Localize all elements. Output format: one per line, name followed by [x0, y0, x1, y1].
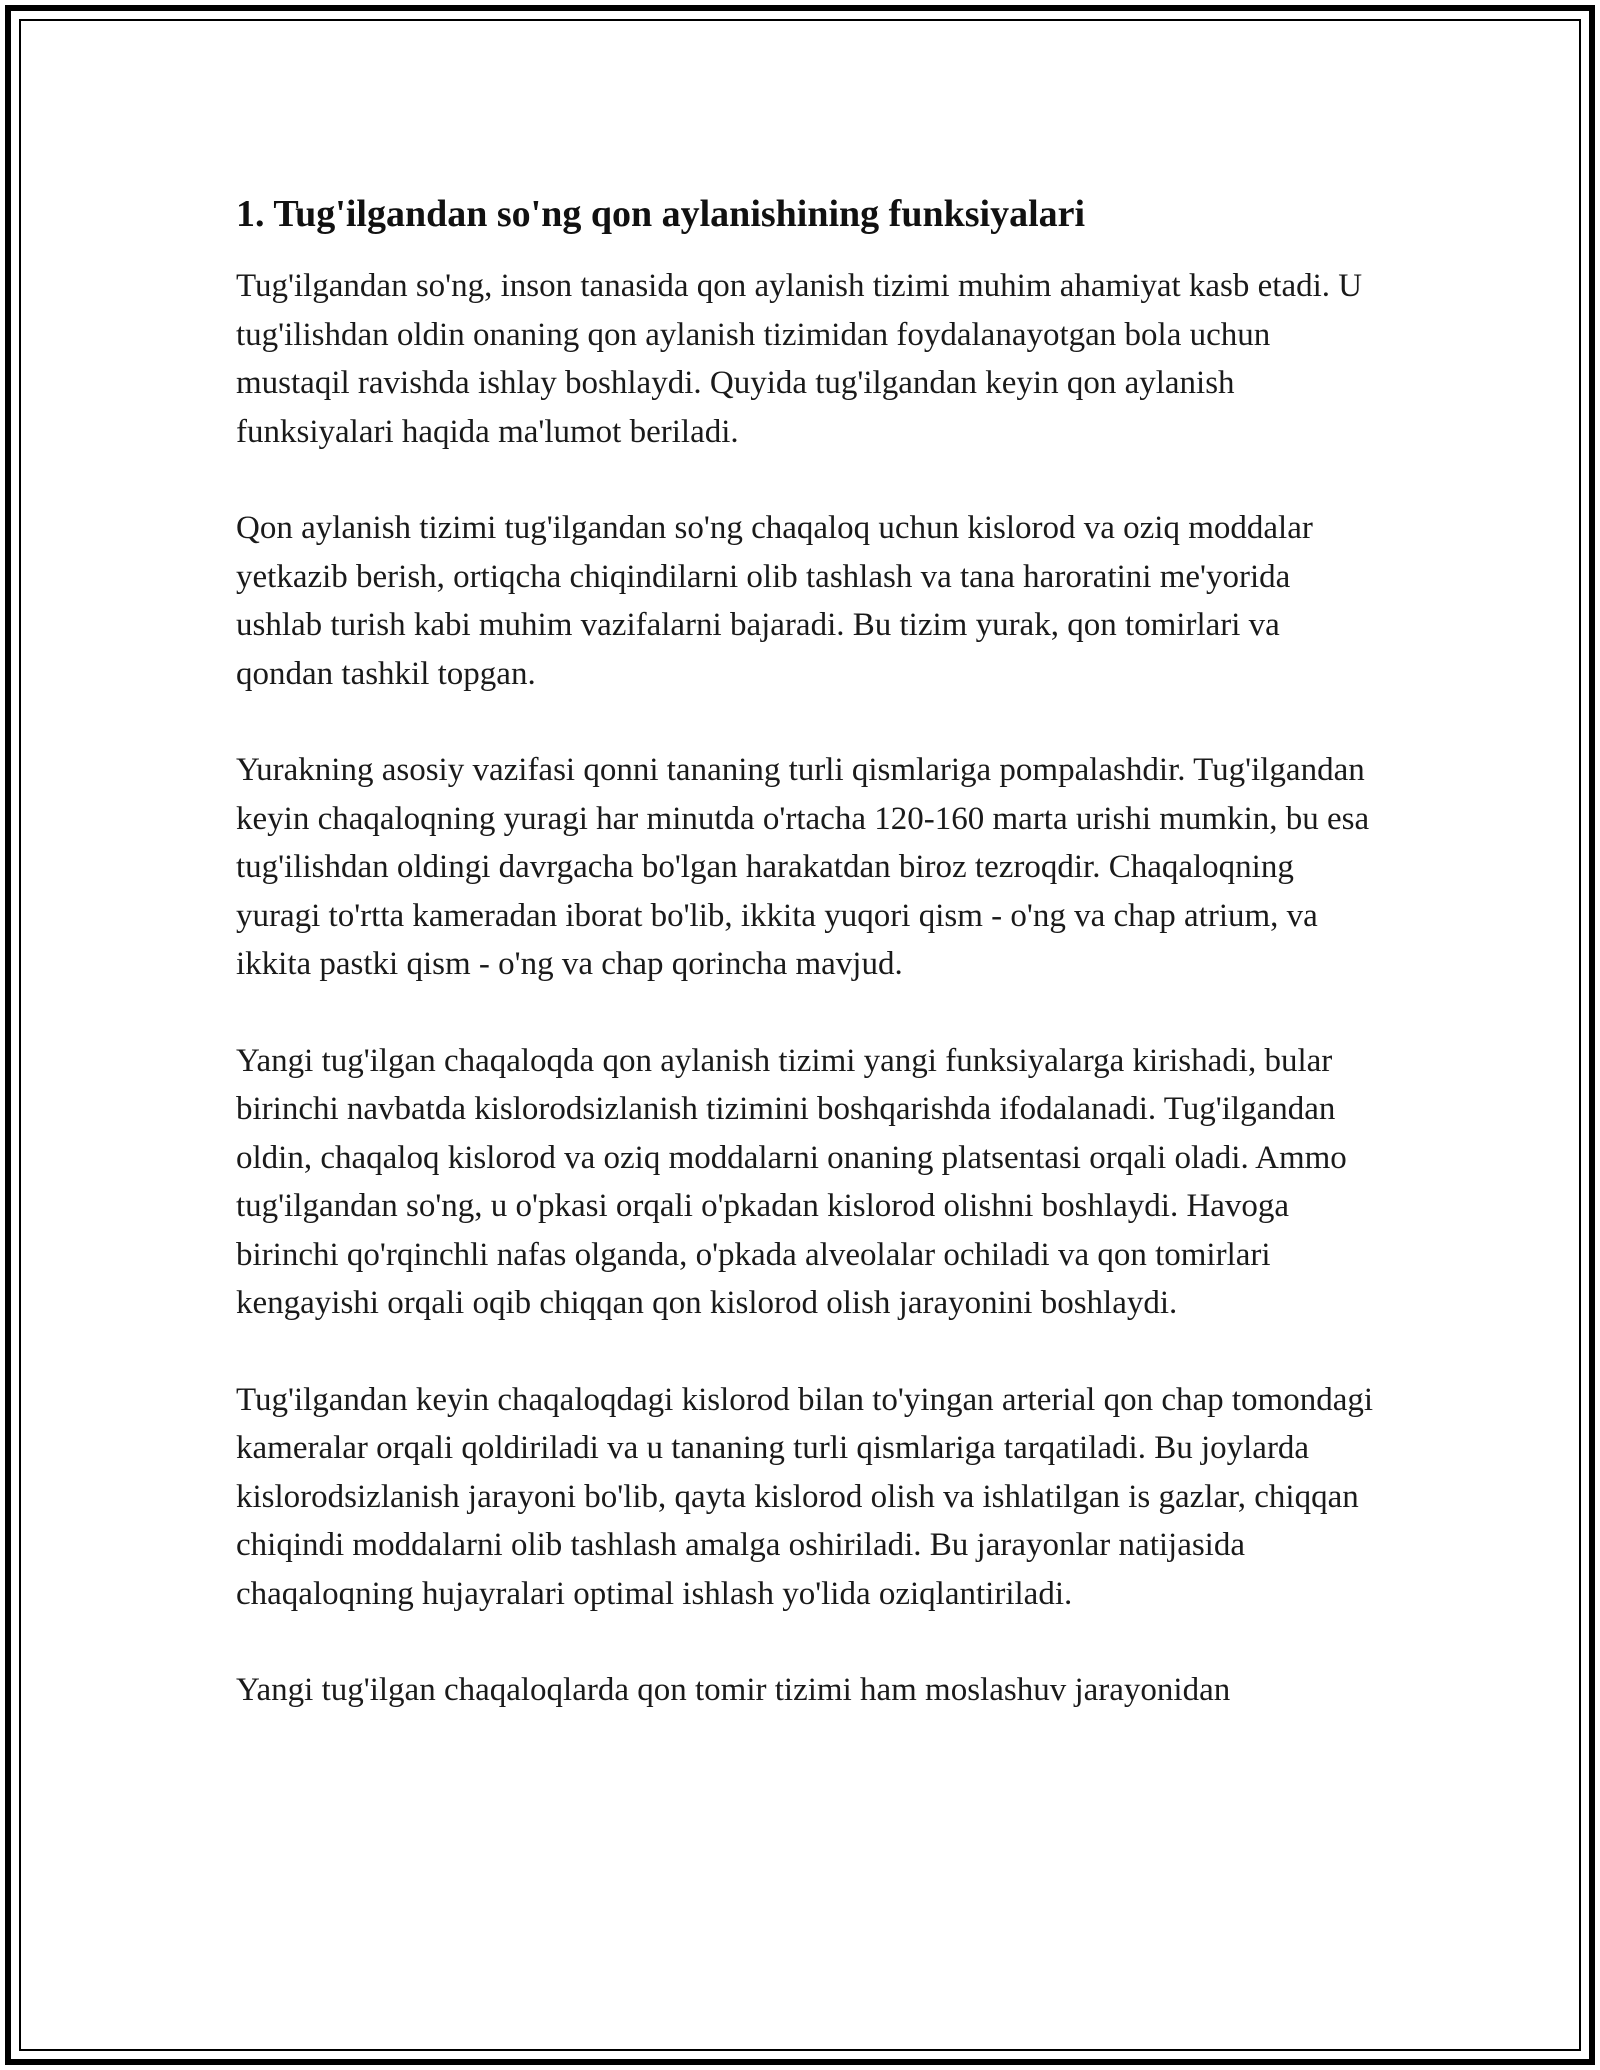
paragraph-5: Tug'ilgandan keyin chaqaloqdagi kislorod bilan to'yingan arterial qon chap tomondagi kameralar orqali qoldiriladi va u tananing turli qismlariga tarqatiladi. Bu joylarda kislorodsizlanish jarayoni bo'lib, qayta kislorod olish va ishlatilgan is gazlar, chiqqan chiqindi moddalarni olib tashlash amalga oshiriladi. Bu jarayonlar natijasida chaqaloqning hujayralari optimal ishlash yo'lida oziqlantiriladi. [236, 1381, 1374, 1612]
paragraph-2: Qon aylanish tizimi tug'ilgandan so'ng chaqaloq uchun kislorod va oziq moddalar yetkazib berish, ortiqcha chiqindilarni olib tashlash va tana haroratini me'yorida ushlab turish kabi muhim vazifalarni bajaradi. Bu tizim yurak, qon tomirlari va qondan tashkil topgan. [236, 510, 1313, 692]
paragraph-1: Tug'ilgandan so'ng, inson tanasida qon aylanish tizimi muhim ahamiyat kasb etadi. U tug'ilishdan oldin onaning qon aylanish tizimidan foydalanayotgan bola uchun mustaqil ravishda ishlay boshlaydi. Quyida tug'ilgandan keyin qon aylanish funksiyalari haqida ma'lumot beriladi. [236, 268, 1363, 450]
document-body [236, 186, 1376, 1763]
paragraph-4: Yangi tug'ilgan chaqaloqda qon aylanish tizimi yangi funksiyalarga kirishadi, bular birinchi navbatda kislorodsizlanish tizimini boshqarishda ifodalanadi. Tug'ilgandan oldin, chaqaloq kislorod va oziq moddalarni onaning platsentasi orqali oladi. Ammo tug'ilgandan so'ng, u o'pkasi orqali o'pkadan kislorod olishni boshlaydi. Havoga birinchi qo'rqinchli nafas olganda, o'pkada alveolalar ochiladi va qon tomirlari kengayishi orqali oqib chiqqan qon kislorod olish jarayonini boshlaydi. [236, 1042, 1347, 1321]
paragraph-3: Yurakning asosiy vazifasi qonni tananing turli qismlariga pompalashdir. Tug'ilgandan keyin chaqaloqning yuragi har minutda o'rtacha 120-160 marta urishi mumkin, bu esa tug'ilishdan oldingi davrgacha bo'lgan harakatdan biroz tezroqdir. Chaqaloqning yuragi to'rtta kameradan iborat bo'lib, ikkita yuqori qism - o'ng va chap atrium, va ikkita pastki qism - o'ng va chap qorincha mavjud. [236, 752, 1370, 982]
section-heading: 1. Tug'ilgandan so'ng qon aylanishining funksiyalari [236, 193, 1086, 235]
paragraph-6: Yangi tug'ilgan chaqaloqlarda qon tomir tizimi ham moslashuv jarayonidan [236, 1672, 1231, 1708]
